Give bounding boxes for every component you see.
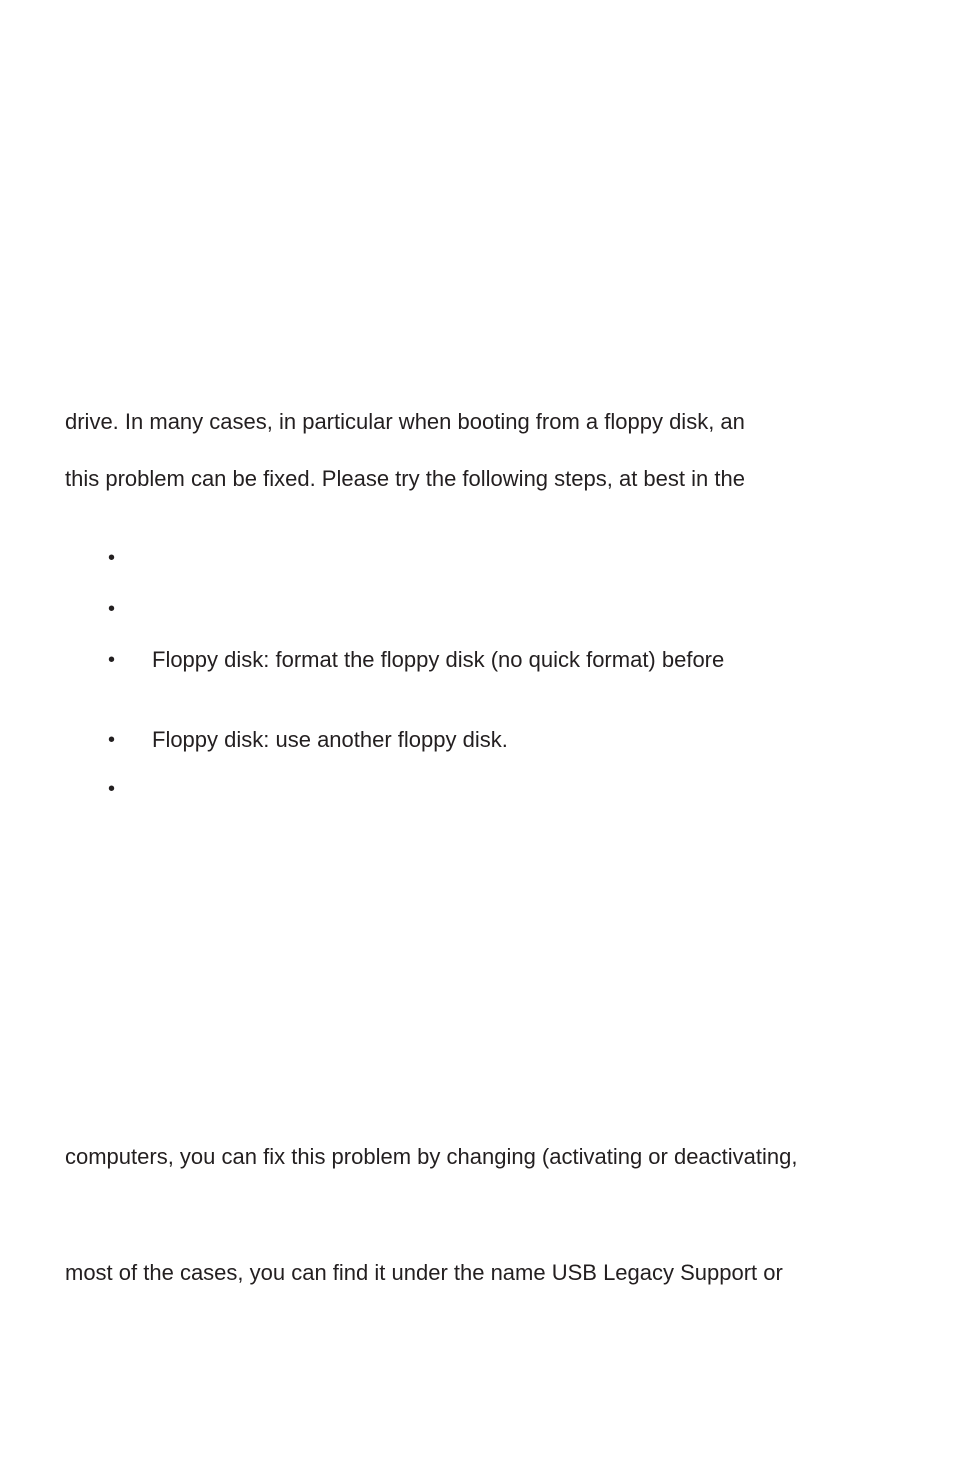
paragraph-2-line-1: computers, you can fix this problem by changing (activating or deactivating, [65, 1144, 798, 1169]
bullet-marker-4: • [108, 729, 116, 751]
bullet-item-4-text: Floppy disk: use another floppy disk. [152, 727, 508, 752]
bullet-marker-2: • [108, 598, 116, 620]
paragraph-1-line-2: this problem can be fixed. Please try the following steps, at best in the [65, 466, 745, 491]
bullet-marker-1: • [108, 547, 116, 569]
bullet-item-3-text: Floppy disk: format the floppy disk (no quick format) before [152, 647, 725, 672]
bullet-marker-5: • [108, 778, 116, 800]
bullet-marker-3: • [108, 649, 116, 671]
paragraph-1-line-1: drive. In many cases, in particular when booting from a floppy disk, an [65, 409, 745, 434]
paragraph-2-line-2: most of the cases, you can find it under the name USB Legacy Support or [65, 1260, 783, 1285]
